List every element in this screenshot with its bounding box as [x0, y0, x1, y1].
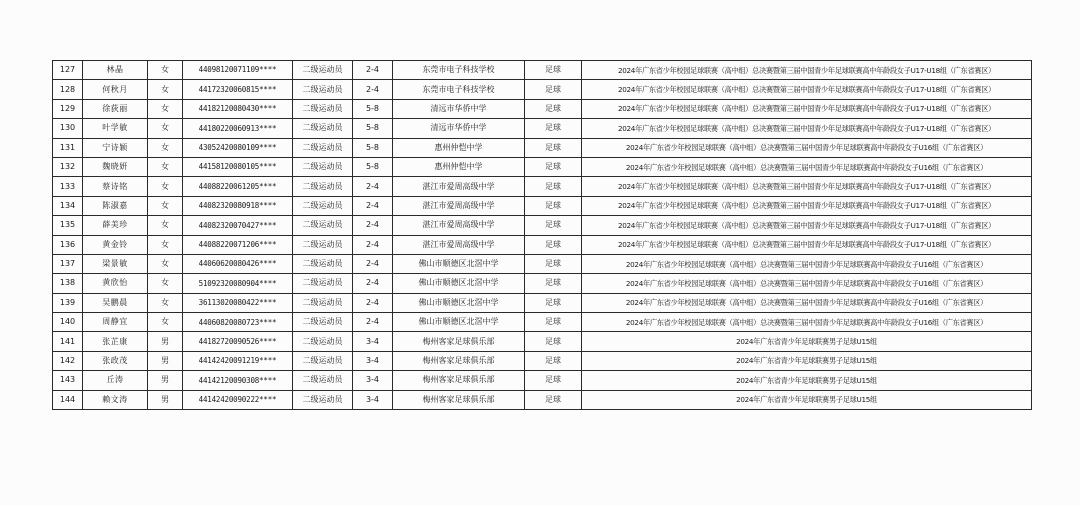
competition-name: 2024年广东省少年校园足球联赛（高中组）总决赛暨第三届中国青少年足球联赛高中年龄段女子U16组（广东省赛区） — [582, 313, 1032, 332]
id-number: 44158120080105**** — [183, 157, 293, 176]
athlete-level: 二级运动员 — [293, 99, 353, 118]
id-number: 44082320080918**** — [183, 196, 293, 215]
athlete-level: 二级运动员 — [293, 254, 353, 273]
row-number: 142 — [53, 351, 83, 370]
sport-cell: 足球 — [525, 216, 582, 235]
table-row — [53, 293, 1032, 312]
id-number: 44182720090526**** — [183, 332, 293, 351]
table-row — [53, 254, 1032, 273]
grade-cell: 5-8 — [353, 157, 393, 176]
grade-cell: 3-4 — [353, 371, 393, 390]
id-number: 44060620080426**** — [183, 254, 293, 273]
competition-name: 2024年广东省少年校园足球联赛（高中组）总决赛暨第三届中国青少年足球联赛高中年龄段女子U17-U18组（广东省赛区） — [582, 235, 1032, 254]
table-row — [53, 138, 1032, 157]
row-number: 128 — [53, 80, 83, 99]
row-number: 141 — [53, 332, 83, 351]
gender-cell: 女 — [148, 216, 183, 235]
sport-cell: 足球 — [525, 351, 582, 370]
school-name: 湛江市爱周高级中学 — [393, 216, 525, 235]
gender-cell: 女 — [148, 157, 183, 176]
row-number: 137 — [53, 254, 83, 273]
gender-cell: 男 — [148, 332, 183, 351]
athlete-name: 陈淑嘉 — [83, 196, 148, 215]
gender-cell: 男 — [148, 351, 183, 370]
table-row — [53, 235, 1032, 254]
competition-name: 2024年广东省青少年足球联赛男子足球U15组 — [582, 371, 1032, 390]
school-name: 惠州仲恺中学 — [393, 138, 525, 157]
gender-cell: 女 — [148, 177, 183, 196]
school-name: 湛江市爱周高级中学 — [393, 177, 525, 196]
table-row — [53, 216, 1032, 235]
id-number: 44088220071206**** — [183, 235, 293, 254]
athlete-name: 何秋月 — [83, 80, 148, 99]
grade-cell: 2-4 — [353, 196, 393, 215]
table-row — [53, 332, 1032, 351]
sport-cell: 足球 — [525, 235, 582, 254]
grade-cell: 2-4 — [353, 313, 393, 332]
sport-cell: 足球 — [525, 138, 582, 157]
id-number: 44182120080430**** — [183, 99, 293, 118]
row-number: 136 — [53, 235, 83, 254]
sport-cell: 足球 — [525, 80, 582, 99]
table-row — [53, 119, 1032, 138]
grade-cell: 3-4 — [353, 332, 393, 351]
athlete-level: 二级运动员 — [293, 293, 353, 312]
competition-name: 2024年广东省青少年足球联赛男子足球U15组 — [582, 332, 1032, 351]
competition-name: 2024年广东省少年校园足球联赛（高中组）总决赛暨第三届中国青少年足球联赛高中年龄段女子U17-U18组（广东省赛区） — [582, 80, 1032, 99]
competition-name: 2024年广东省少年校园足球联赛（高中组）总决赛暨第三届中国青少年足球联赛高中年龄段女子U16组（广东省赛区） — [582, 293, 1032, 312]
sport-cell: 足球 — [525, 254, 582, 273]
row-number: 143 — [53, 371, 83, 390]
competition-name: 2024年广东省少年校园足球联赛（高中组）总决赛暨第三届中国青少年足球联赛高中年龄段女子U17-U18组（广东省赛区） — [582, 61, 1032, 80]
athlete-level: 二级运动员 — [293, 138, 353, 157]
row-number: 129 — [53, 99, 83, 118]
school-name: 佛山市顺德区北滘中学 — [393, 254, 525, 273]
table-row — [53, 99, 1032, 118]
competition-name: 2024年广东省少年校园足球联赛（高中组）总决赛暨第三届中国青少年足球联赛高中年龄段女子U17-U18组（广东省赛区） — [582, 119, 1032, 138]
id-number: 44142420090222**** — [183, 390, 293, 409]
sport-cell: 足球 — [525, 274, 582, 293]
row-number: 135 — [53, 216, 83, 235]
id-number: 44172320060815**** — [183, 80, 293, 99]
athlete-level: 二级运动员 — [293, 235, 353, 254]
athlete-name: 黄金铃 — [83, 235, 148, 254]
id-number: 44060820080723**** — [183, 313, 293, 332]
row-number: 138 — [53, 274, 83, 293]
athlete-name: 丘涛 — [83, 371, 148, 390]
athlete-name: 吴鹏晨 — [83, 293, 148, 312]
grade-cell: 2-4 — [353, 254, 393, 273]
athlete-name: 魏晓妍 — [83, 157, 148, 176]
roster-body — [53, 61, 1032, 410]
athlete-roster-table — [52, 60, 1032, 410]
school-name: 清远市华侨中学 — [393, 99, 525, 118]
athlete-level: 二级运动员 — [293, 390, 353, 409]
grade-cell: 2-4 — [353, 80, 393, 99]
gender-cell: 男 — [148, 390, 183, 409]
sport-cell: 足球 — [525, 293, 582, 312]
athlete-level: 二级运动员 — [293, 313, 353, 332]
school-name: 梅州客家足球俱乐部 — [393, 332, 525, 351]
school-name: 湛江市爱周高级中学 — [393, 235, 525, 254]
row-number: 133 — [53, 177, 83, 196]
grade-cell: 2-4 — [353, 235, 393, 254]
gender-cell: 女 — [148, 138, 183, 157]
school-name: 东莞市电子科技学校 — [393, 80, 525, 99]
school-name: 佛山市顺德区北滘中学 — [393, 313, 525, 332]
competition-name: 2024年广东省少年校园足球联赛（高中组）总决赛暨第三届中国青少年足球联赛高中年龄段女子U16组（广东省赛区） — [582, 254, 1032, 273]
gender-cell: 男 — [148, 371, 183, 390]
sport-cell: 足球 — [525, 313, 582, 332]
athlete-name: 黄欣怡 — [83, 274, 148, 293]
athlete-name: 张芷康 — [83, 332, 148, 351]
table-row — [53, 196, 1032, 215]
row-number: 130 — [53, 119, 83, 138]
table-row — [53, 390, 1032, 409]
id-number: 44082320070427**** — [183, 216, 293, 235]
sport-cell: 足球 — [525, 332, 582, 351]
grade-cell: 3-4 — [353, 390, 393, 409]
school-name: 清远市华侨中学 — [393, 119, 525, 138]
sport-cell: 足球 — [525, 390, 582, 409]
row-number: 131 — [53, 138, 83, 157]
athlete-level: 二级运动员 — [293, 274, 353, 293]
sport-cell: 足球 — [525, 177, 582, 196]
gender-cell: 女 — [148, 293, 183, 312]
grade-cell: 2-4 — [353, 216, 393, 235]
gender-cell: 女 — [148, 99, 183, 118]
id-number: 44142420091219**** — [183, 351, 293, 370]
competition-name: 2024年广东省青少年足球联赛男子足球U15组 — [582, 390, 1032, 409]
athlete-level: 二级运动员 — [293, 332, 353, 351]
table-row — [53, 177, 1032, 196]
grade-cell: 2-4 — [353, 293, 393, 312]
id-number: 44098120071109**** — [183, 61, 293, 80]
athlete-level: 二级运动员 — [293, 80, 353, 99]
grade-cell: 5-8 — [353, 99, 393, 118]
grade-cell: 3-4 — [353, 351, 393, 370]
grade-cell: 5-8 — [353, 119, 393, 138]
competition-name: 2024年广东省少年校园足球联赛（高中组）总决赛暨第三届中国青少年足球联赛高中年龄段女子U17-U18组（广东省赛区） — [582, 216, 1032, 235]
table-row — [53, 157, 1032, 176]
athlete-name: 周静宜 — [83, 313, 148, 332]
table-row — [53, 274, 1032, 293]
athlete-level: 二级运动员 — [293, 61, 353, 80]
gender-cell: 女 — [148, 313, 183, 332]
row-number: 132 — [53, 157, 83, 176]
row-number: 144 — [53, 390, 83, 409]
gender-cell: 女 — [148, 235, 183, 254]
gender-cell: 女 — [148, 61, 183, 80]
school-name: 惠州仲恺中学 — [393, 157, 525, 176]
gender-cell: 女 — [148, 196, 183, 215]
row-number: 134 — [53, 196, 83, 215]
table-row — [53, 61, 1032, 80]
competition-name: 2024年广东省少年校园足球联赛（高中组）总决赛暨第三届中国青少年足球联赛高中年龄段女子U17-U18组（广东省赛区） — [582, 196, 1032, 215]
athlete-level: 二级运动员 — [293, 177, 353, 196]
athlete-name: 林晶 — [83, 61, 148, 80]
table-row — [53, 313, 1032, 332]
athlete-name: 徐荻丽 — [83, 99, 148, 118]
id-number: 44142120090308**** — [183, 371, 293, 390]
grade-cell: 5-8 — [353, 138, 393, 157]
school-name: 佛山市顺德区北滘中学 — [393, 293, 525, 312]
athlete-level: 二级运动员 — [293, 371, 353, 390]
school-name: 佛山市顺德区北滘中学 — [393, 274, 525, 293]
grade-cell: 2-4 — [353, 61, 393, 80]
athlete-name: 张政茂 — [83, 351, 148, 370]
gender-cell: 女 — [148, 119, 183, 138]
athlete-name: 梁景敏 — [83, 254, 148, 273]
school-name: 梅州客家足球俱乐部 — [393, 371, 525, 390]
gender-cell: 女 — [148, 274, 183, 293]
sport-cell: 足球 — [525, 119, 582, 138]
school-name: 梅州客家足球俱乐部 — [393, 351, 525, 370]
id-number: 36113020080422**** — [183, 293, 293, 312]
id-number: 51092320080904**** — [183, 274, 293, 293]
athlete-level: 二级运动员 — [293, 196, 353, 215]
id-number: 43052420080109**** — [183, 138, 293, 157]
competition-name: 2024年广东省青少年足球联赛男子足球U15组 — [582, 351, 1032, 370]
competition-name: 2024年广东省少年校园足球联赛（高中组）总决赛暨第三届中国青少年足球联赛高中年龄段女子U16组（广东省赛区） — [582, 274, 1032, 293]
school-name: 东莞市电子科技学校 — [393, 61, 525, 80]
sport-cell: 足球 — [525, 371, 582, 390]
gender-cell: 女 — [148, 80, 183, 99]
gender-cell: 女 — [148, 254, 183, 273]
athlete-level: 二级运动员 — [293, 351, 353, 370]
athlete-name: 宁诗颖 — [83, 138, 148, 157]
grade-cell: 2-4 — [353, 177, 393, 196]
school-name: 湛江市爱周高级中学 — [393, 196, 525, 215]
competition-name: 2024年广东省少年校园足球联赛（高中组）总决赛暨第三届中国青少年足球联赛高中年龄段女子U16组（广东省赛区） — [582, 138, 1032, 157]
school-name: 梅州客家足球俱乐部 — [393, 390, 525, 409]
id-number: 44180220060913**** — [183, 119, 293, 138]
sport-cell: 足球 — [525, 196, 582, 215]
grade-cell: 2-4 — [353, 274, 393, 293]
row-number: 140 — [53, 313, 83, 332]
competition-name: 2024年广东省少年校园足球联赛（高中组）总决赛暨第三届中国青少年足球联赛高中年龄段女子U17-U18组（广东省赛区） — [582, 177, 1032, 196]
sport-cell: 足球 — [525, 61, 582, 80]
competition-name: 2024年广东省少年校园足球联赛（高中组）总决赛暨第三届中国青少年足球联赛高中年龄段女子U17-U18组（广东省赛区） — [582, 99, 1032, 118]
athlete-name: 蔡诗铭 — [83, 177, 148, 196]
athlete-name: 赖文涛 — [83, 390, 148, 409]
table-row — [53, 80, 1032, 99]
competition-name: 2024年广东省少年校园足球联赛（高中组）总决赛暨第三届中国青少年足球联赛高中年龄段女子U16组（广东省赛区） — [582, 157, 1032, 176]
row-number: 139 — [53, 293, 83, 312]
row-number: 127 — [53, 61, 83, 80]
athlete-level: 二级运动员 — [293, 157, 353, 176]
sport-cell: 足球 — [525, 157, 582, 176]
athlete-level: 二级运动员 — [293, 216, 353, 235]
id-number: 44088220061205**** — [183, 177, 293, 196]
athlete-name: 薛美珍 — [83, 216, 148, 235]
table-row — [53, 371, 1032, 390]
table-row — [53, 351, 1032, 370]
athlete-level: 二级运动员 — [293, 119, 353, 138]
athlete-name: 叶学敏 — [83, 119, 148, 138]
sport-cell: 足球 — [525, 99, 582, 118]
